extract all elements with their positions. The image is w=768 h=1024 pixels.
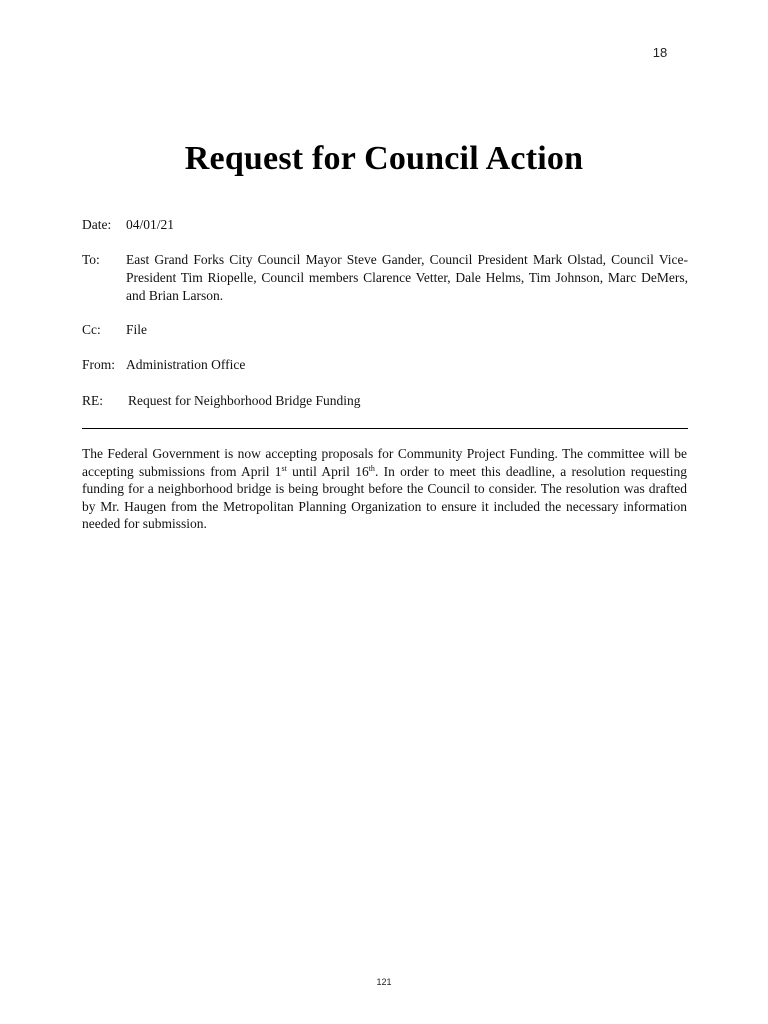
re-field xyxy=(82,392,688,410)
header-divider xyxy=(82,428,688,429)
cc-label: Cc: xyxy=(82,322,101,337)
to-value: East Grand Forks City Council Mayor Steve Gander, Council President Mark Olstad, Council Vice-President Tim Riopelle, Council members Clarence Vetter, Dale Helms, Tim Johnson, Marc DeMers, and Brian Larson. xyxy=(126,252,688,303)
body-text-part-3: . In order to meet this deadline, a resolution requesting funding for a neighborhood bridge is being brought before the Council to consider. The resolution was drafted by Mr. Haugen from the Metropolitan Planning Organization to ensure it included the necessary information needed for submission. xyxy=(82,463,687,531)
date-field xyxy=(82,216,688,234)
body-text-part-2: until April 16 xyxy=(286,463,369,479)
page-number-top: 18 xyxy=(652,45,668,60)
cc-value: File xyxy=(126,322,148,337)
to-label: To: xyxy=(82,252,100,267)
from-value: Administration Office xyxy=(126,357,246,372)
body-paragraph xyxy=(82,445,687,533)
body-superscript-1: st xyxy=(281,463,287,473)
from-label: From: xyxy=(82,357,116,372)
body-text-part-1: The Federal Government is now accepting proposals for Community Project Funding. The committee will be accepting submissions from April 1 xyxy=(82,446,687,479)
document-title: Request for Council Action xyxy=(184,140,584,177)
body-superscript-2: th xyxy=(368,463,375,473)
date-value: 04/01/21 xyxy=(126,217,175,232)
cc-field xyxy=(82,321,688,339)
date-label: Date: xyxy=(82,217,112,232)
re-value: Request for Neighborhood Bridge Funding xyxy=(128,393,361,408)
re-label: RE: xyxy=(82,393,104,408)
page-number-bottom: 121 xyxy=(376,977,392,987)
from-field xyxy=(82,356,688,374)
to-field xyxy=(82,251,688,305)
